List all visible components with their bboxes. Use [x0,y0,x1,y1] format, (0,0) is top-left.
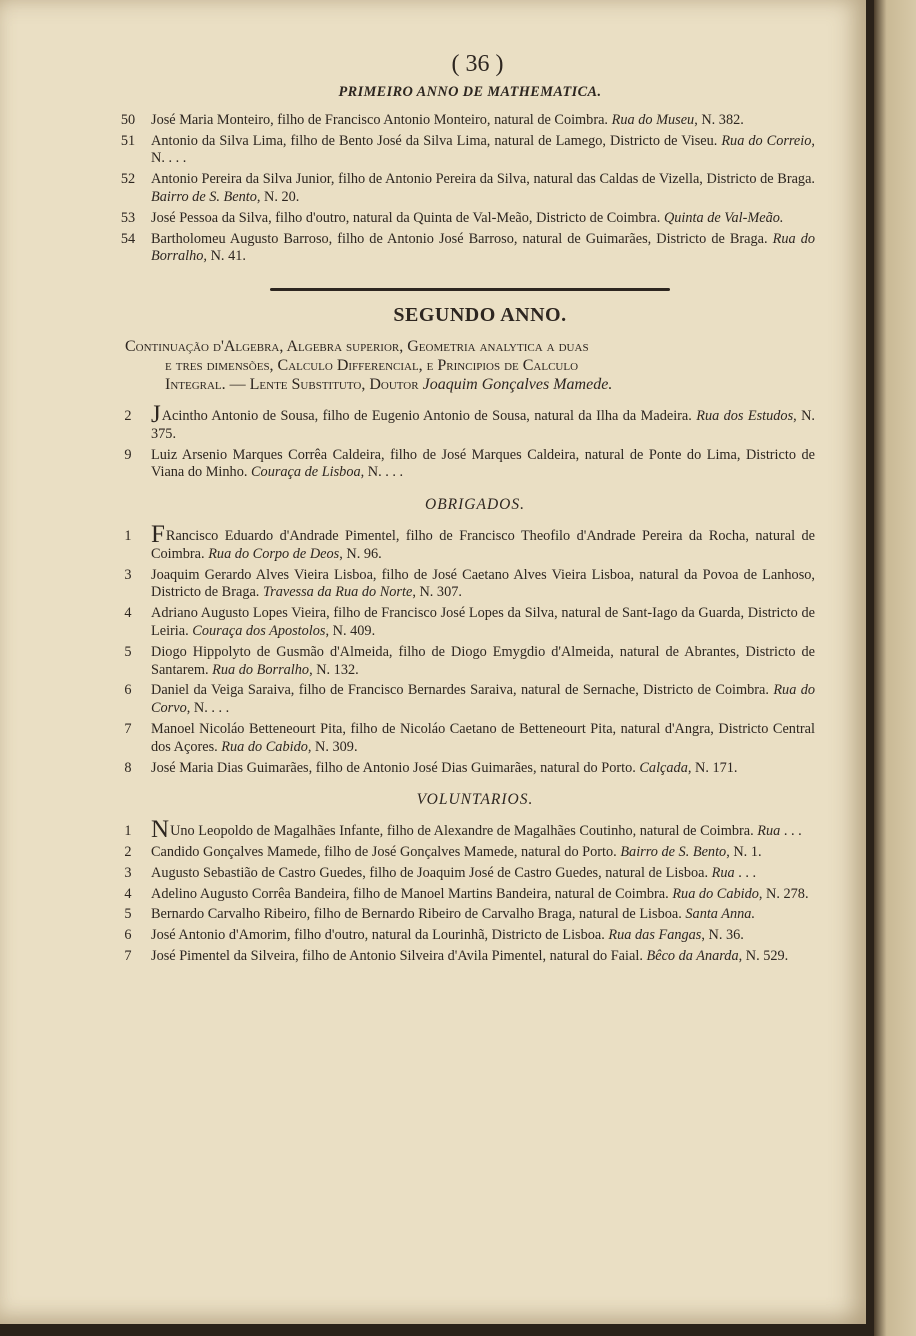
voluntarios-title: VOLUNTARIOS. [416,791,534,809]
section-divider [270,288,670,291]
entry-number-suffix: , N. . . . [186,700,230,717]
entry-number: 52 [120,171,136,188]
course-line: Continuação d'Algebra, Algebra superior, Geometria analytica a duas [125,337,589,355]
entry-text: Joaquim Gerardo Alves Vieira Lisboa, filho de José Caetano Alves Vieira Lisboa, natural da Povoa de Lanhoso, Districto de Braga. [151,566,815,601]
entry-number-suffix: , N. 529. [738,947,789,964]
entry-number-suffix: , N. 1. [726,843,762,860]
entry-number-suffix: , N. 409. [325,622,376,639]
entry-address: Calçada [639,759,688,776]
student-entry [115,400,815,444]
first-year-list [115,112,815,266]
second-year-title: SEGUNDO ANNO. [393,304,567,327]
entry-address: Bairro de S. Bento [151,188,257,205]
entry-text: Augusto Sebastião de Castro Guedes, filho de Joaquim José de Castro Guedes, natural de Lisboa. [151,864,709,881]
entry-address: Couraça de Lisboa [251,464,361,481]
entry-number-suffix: , N. 278. [758,885,809,902]
entry-text: José Pessoa da Silva, filho d'outro, natural da Quinta de Val-Meão, Districto de Coimbra. [151,209,661,226]
entry-number: 8 [124,759,132,776]
student-entry [115,844,815,862]
entry-text: Luiz Arsenio Marques Corrêa Caldeira, filho de José Marques Caldeira, natural de Ponte do Lima, Districto de Viana do Minho. [151,446,815,481]
entry-number: 2 [124,407,132,424]
entry-number: 6 [124,927,132,944]
entry-number: 5 [124,643,132,660]
entry-text: Bartholomeu Augusto Barroso, filho de Antonio José Barroso, natural de Guimarães, Districto de Braga. [151,230,768,247]
student-entry [115,906,815,924]
entry-number-suffix: , N. 20. [256,188,300,205]
entry-text: Daniel da Veiga Saraiva, filho de Francisco Bernardes Saraiva, natural de Sernache, Districto de Coimbra. [151,682,769,699]
entry-address: Rua [711,864,735,881]
student-entry [115,567,815,603]
entry-text: José Pimentel da Silveira, filho de Antonio Silveira d'Avila Pimentel, natural do Faial. [151,947,643,964]
obrigados-title: OBRIGADOS. [425,496,525,514]
professor-name: Joaquim Gonçalves Mamede. [422,375,613,393]
entry-address: Rua dos Estudos [696,407,794,424]
entry-address: Bêco da Anarda [646,947,739,964]
obrigados-list [115,520,816,777]
student-entry [115,948,815,966]
entry-number-suffix: N. 41. [207,248,246,265]
page-content [115,44,815,969]
drop-cap: F [151,520,165,548]
entry-text: José Antonio d'Amorim, filho d'outro, natural da Lourinhã, Districto de Lisboa. [151,927,605,944]
entry-number: 7 [124,947,132,964]
entry-number: 9 [124,446,132,463]
entry-text: José Maria Dias Guimarães, filho de Antonio José Dias Guimarães, natural do Porto. [151,759,636,776]
student-entry [115,927,815,945]
entry-number: 6 [124,682,132,699]
course-line: Integral. — Lente Substituto, Doutor [165,375,419,393]
entry-address: Rua das Fangas [608,927,702,944]
entry-address: Rua do Cabido [672,885,759,902]
entry-number: 3 [124,864,132,881]
entry-address: Rua do Museu [611,111,695,128]
next-page-edge [874,0,916,1336]
entry-text: Diogo Hippolyto de Gusmão d'Almeida, filho de Diogo Emygdio d'Almeida, natural de Abrantes, Districto de Santarem. [151,643,815,678]
entry-number: 1 [124,823,132,840]
entry-address: Rua do Corvo [151,682,816,717]
entry-address: Santa Anna. [685,906,756,923]
student-entry [115,520,815,564]
student-entry [115,171,815,207]
entry-address: Rua do Borralho [212,661,310,678]
student-entry [115,644,815,680]
first-year-title: PRIMEIRO ANNO DE MATHEMATICA. [338,84,602,100]
entry-text: Adriano Augusto Lopes Vieira, filho de Francisco José Lopes da Silva, natural de Sant-Iago da Guarda, Districto de Leiria. [151,605,815,639]
page-number: ( 36 ) [451,51,504,77]
entry-text: Antonio Pereira da Silva Junior, filho de Antonio Pereira da Silva, natural das Caldas de Vizella, Districto de Braga. [151,171,815,188]
voluntarios-list [115,816,815,966]
entry-text: Adelino Augusto Corrêa Bandeira, filho de Manoel Martins Bandeira, natural de Coimbra. [151,885,669,902]
course-description [125,337,815,394]
entry-text: Manoel Nicoláo Betteneourt Pita, filho de Nicoláo Caetano de Betteneourt Pita, natural d'Angra, Districto Central dos Açores. [151,720,815,755]
entry-number: 3 [124,566,132,583]
student-entry [115,682,815,718]
entry-number: 54 [120,230,136,247]
student-entry [115,605,815,641]
entry-address: Rua do Cabido [221,738,308,755]
course-line: e tres dimensões, Calculo Differencial, e Principios de Calculo [165,356,579,374]
student-entry [115,133,815,169]
entry-text: Antonio da Silva Lima, filho de Bento José da Silva Lima, natural de Lamego, Districto de Viseu. [151,132,718,149]
entry-number: 5 [124,906,132,923]
entry-text: Acintho Antonio de Sousa, filho de Eugenio Antonio de Sousa, natural da Ilha da Madeira. [161,407,692,424]
entry-text: Candido Gonçalves Mamede, filho de José Gonçalves Mamede, natural do Porto. [151,843,617,860]
entry-number-suffix: , N. 171. [687,759,738,776]
entry-number-suffix: . . . [734,864,757,881]
entry-number-suffix: , N. 96. [339,545,382,562]
entry-number: 2 [124,843,132,860]
student-entry [115,447,815,483]
entry-address: Quinta de Val-Meão. [663,209,784,226]
entry-number-suffix: , N. 375. [151,407,815,442]
entry-address: Bairro de S. Bento [620,843,727,860]
entry-number-suffix: , N. 132. [309,661,359,678]
entry-address: Travessa da Rua do Norte [262,584,413,601]
entry-number-suffix: . . . [780,823,802,840]
drop-cap: J [151,400,161,428]
drop-cap: N [151,816,170,844]
student-entry [115,816,815,844]
entry-number-suffix: , N. 382. [694,111,744,128]
entry-number-suffix: , N. . . . [151,132,815,167]
student-entry [115,210,815,228]
entry-number: 4 [124,605,132,622]
entry-number: 4 [124,885,132,902]
student-entry [115,112,815,130]
entry-number: 53 [120,209,136,226]
entry-number: 51 [120,132,136,149]
entry-text: José Maria Monteiro, filho de Francisco Antonio Monteiro, natural de Coimbra. [151,111,609,128]
entry-address: Rua do Borralho, [151,230,816,265]
entry-text: Bernardo Carvalho Ribeiro, filho de Bernardo Ribeiro de Carvalho Braga, natural de Lisboa. [151,906,682,923]
student-entry [115,886,815,904]
entry-text: Uno Leopoldo de Magalhães Infante, filho de Alexandre de Magalhães Coutinho, natural de Coimbra. [170,823,754,840]
entry-address: Rua do Corpo de Deos [208,545,340,562]
student-entry [115,865,815,883]
entry-number: 7 [124,720,132,737]
entry-number: 1 [124,527,132,544]
student-entry [115,760,815,778]
second-year-list [115,400,815,482]
entry-number-suffix: , N. 309. [307,738,358,755]
entry-address: Couraça dos Apostolos [192,622,326,639]
entry-number-suffix: , N. 307. [412,584,462,601]
entry-number-suffix: , N. . . . [360,464,404,481]
student-entry [115,231,815,267]
entry-address: Rua do Correio [721,132,812,149]
student-entry [115,721,815,757]
entry-text: Rancisco Eduardo d'Andrade Pimentel, filho de Francisco Theofilo d'Andrade Pereira da Rocha, natural de Coimbra. [151,527,815,562]
entry-number-suffix: , N. 36. [701,927,744,944]
entry-address: Rua [757,823,781,840]
entry-number: 50 [120,111,136,128]
